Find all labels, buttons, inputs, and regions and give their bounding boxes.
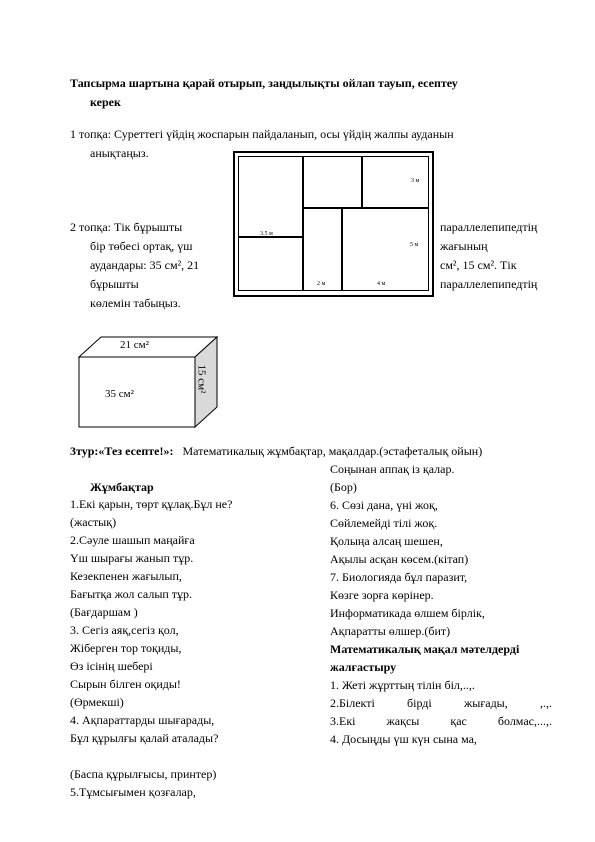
group1-line-2: анықтаңыз.: [90, 146, 149, 160]
left-line: 3. Сегіз аяқ,сегіз қол,: [70, 623, 179, 637]
left-line: Сырын білген оқиды!: [70, 677, 181, 691]
right-line: Информатикада өлшем бірлік,: [330, 606, 485, 620]
room-top-left: [238, 156, 303, 237]
proverb-3-word: жақсы: [386, 714, 420, 728]
proverb-2-word: жығады,: [463, 696, 508, 710]
box-side-label: 15 см²: [195, 364, 208, 394]
stage3-title: Математикалық жұмбақтар, мақалдар.(эстафеталық ойын): [182, 444, 483, 458]
proverb-1: 1. Жеті жұрттың тілін біл,..,.: [330, 678, 475, 692]
room-top-middle: [303, 156, 362, 208]
intro-line-1: Тапсырма шартына қарай отырып, заңдылықты ойлап тауып, есептеу: [70, 76, 458, 90]
proverbs-heading-line-1: Математикалық мақал мәтелдерді: [330, 642, 520, 656]
proverb-2-word: ,.,.: [539, 696, 552, 710]
left-line: 4. Ақпараттарды шығарады,: [70, 713, 215, 727]
left-line: (Бағдаршам ): [70, 605, 138, 619]
left-line: (Өрмекші): [70, 695, 124, 709]
proverb-2-word: бірді: [407, 696, 432, 710]
room-bottom-left: [238, 237, 303, 291]
left-line: Үш шырағы жанып тұр.: [70, 551, 194, 565]
right-line: Сөйлемейді тілі жоқ.: [330, 516, 438, 530]
left-line: 1.Екі қарын, төрт құлақ.Бұл не?: [70, 497, 233, 511]
left-line: (Баспа құрылғысы, принтер): [70, 767, 217, 781]
proverb-3-word: 3.Екі: [330, 714, 356, 728]
intro-line-2: керек: [90, 95, 121, 109]
group2-right-2: жағының: [440, 239, 488, 253]
proverbs-heading-line-2: жалғастыру: [330, 660, 397, 674]
left-line: Жіберген тор тоқиды,: [70, 641, 182, 655]
left-line: Кезекпенен жағылып,: [70, 569, 182, 583]
dim-label-4m: 4 м: [377, 281, 386, 287]
box-top-label: 21 см²: [120, 339, 149, 351]
dim-label-5m: 5 м: [410, 242, 419, 248]
proverb-4: 4. Досыңды үш күн сына ма,: [330, 732, 477, 746]
group2-right-4: параллелепипедтің: [440, 277, 538, 291]
right-line: Ақпаратты өлшер.(бит): [330, 624, 451, 638]
proverb-3-word: қас: [450, 714, 467, 728]
right-line: 6. Сөзі дана, үні жоқ,: [330, 498, 438, 512]
dim-label-3m: 3 м: [411, 178, 420, 184]
group2-right-1: параллелепипедтің: [440, 220, 538, 234]
group2-left-5: көлемін табыңыз.: [90, 296, 181, 310]
right-line: 7. Биологияда бұл паразит,: [330, 570, 468, 584]
left-line: 2.Сәуле шашып маңайға: [70, 533, 195, 547]
proverb-3-word: болмас,...,.: [497, 714, 552, 728]
group2-right-3: см², 15 см². Тік: [440, 258, 517, 272]
left-line: (жастық): [70, 515, 117, 529]
parallelepiped-figure: [75, 333, 225, 433]
group1-line-1: 1 топқа: Суреттегі үйдің жоспарын пайдаланып, осы үйдің жалпы ауданын: [70, 127, 454, 141]
group2-left-2: бір төбесі ортақ, үш: [90, 239, 193, 253]
proverb-3: [330, 714, 552, 729]
right-line: Көзге зорға көрінер.: [330, 588, 434, 602]
floor-plan: [233, 151, 434, 297]
dim-label-2m: 2 м: [317, 281, 326, 287]
left-line: Өз ісінің шебері: [70, 659, 153, 673]
left-line: Бағытқа жол салып тұр.: [70, 587, 193, 601]
riddles-heading: Жұмбақтар: [90, 480, 154, 494]
stage3-label: 3тур:«Тез есепте!»:: [70, 444, 174, 458]
proverb-2: [330, 696, 552, 711]
room-bottom-right: [342, 208, 429, 291]
left-line: 5.Тұмсығымен қозғалар,: [70, 785, 196, 799]
group2-left-1: 2 топқа: Тік бұрышты: [70, 220, 183, 234]
group2-left-3: аудандары: 35 см², 21: [90, 258, 200, 272]
right-line: Ақылы асқан көсем.(кітап): [330, 552, 469, 566]
right-line: Соңынан аппақ із қалар.: [330, 462, 455, 476]
right-line: Қолыңа алсаң шешен,: [330, 534, 443, 548]
group2-left-4: бұрышты: [90, 277, 139, 291]
box-front-face: [79, 357, 195, 427]
left-line: Бұл құрылғы қалай аталады?: [70, 731, 219, 745]
room-bottom-middle: [303, 208, 342, 291]
box-front-label: 35 см²: [105, 388, 134, 400]
proverb-2-word: 2.Білекті: [330, 696, 375, 710]
right-line: (Бор): [330, 480, 357, 494]
dim-label-3-5m: 3.5 м: [260, 231, 273, 237]
